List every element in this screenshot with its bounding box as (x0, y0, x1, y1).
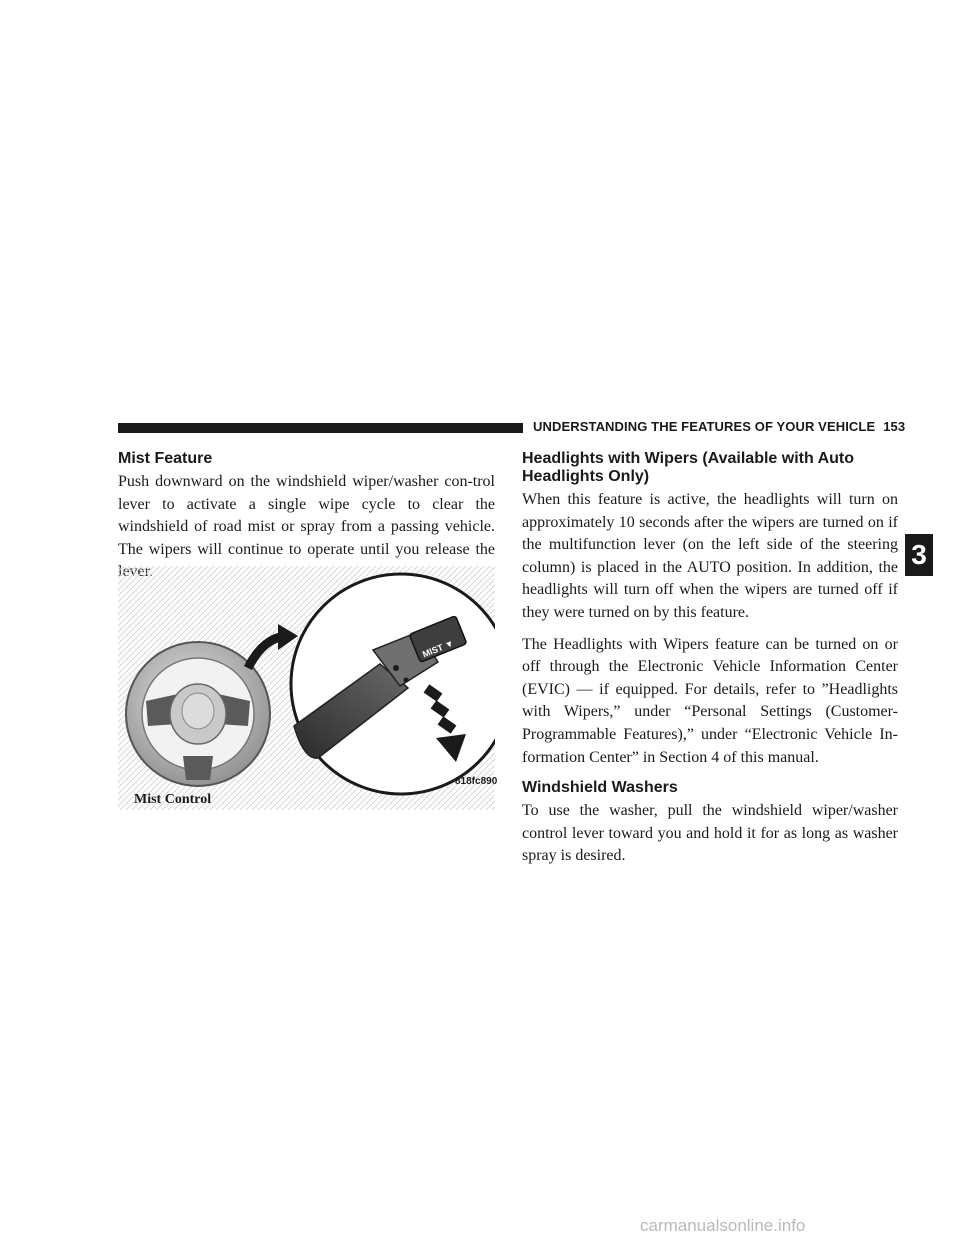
page-number: 153 (883, 419, 906, 434)
section-tab: 3 (905, 534, 933, 576)
running-header (533, 419, 905, 434)
headlights-paragraph-1: When this feature is active, the headlights will turn on approximately 10 seconds after the wipers are turned on if the multifunction lever (on the left side of the steering column) is placed in the AUTO position. In addition, the headlights will turn off when the wipers are turned off if they were turned on by this feature. (522, 491, 898, 621)
mist-feature-paragraph: Push downward on the windshield wiper/washer con-trol lever to activate a single wipe cycle to clear the windshield of road mist or spray from a passing vehicle. The wipers will continue to operate until you release the (118, 473, 495, 558)
headlights-with-wipers-heading: Headlights with Wipers (Available with Auto Headlights Only) (522, 450, 855, 485)
lever-label: MIST ▼ (420, 637, 456, 660)
running-header-title: UNDERSTANDING THE FEATURES OF YOUR VEHICLE (533, 419, 876, 434)
washers-paragraph: To use the washer, pull the windshield wiper/washer control lever toward you and hold it for as long as washer spray is desired. (522, 802, 898, 865)
watermark: carmanualsonline.info (640, 1216, 806, 1235)
figure-code: 818fc890 (455, 776, 498, 787)
mist-control-figure (118, 566, 498, 810)
mist-feature-heading: Mist Feature (118, 450, 213, 467)
steering-wheel-illustration (118, 566, 498, 810)
left-column (118, 450, 495, 584)
headlights-paragraph-2: The Headlights with Wipers feature can be turned on or off through the Electronic Vehicle Information Center (EVIC) — if equipped. For details, refer to ”Headlights with Wipers,” under “Personal Settings (Customer-Programmable Features),” under “Electronic Vehicle In-formation Center” in Section 4 of this manual. (522, 635, 898, 766)
header-rule (118, 423, 523, 433)
figure-caption: Mist Control (134, 792, 212, 807)
right-column (522, 450, 898, 868)
windshield-washers-heading: Windshield Washers (522, 779, 678, 797)
